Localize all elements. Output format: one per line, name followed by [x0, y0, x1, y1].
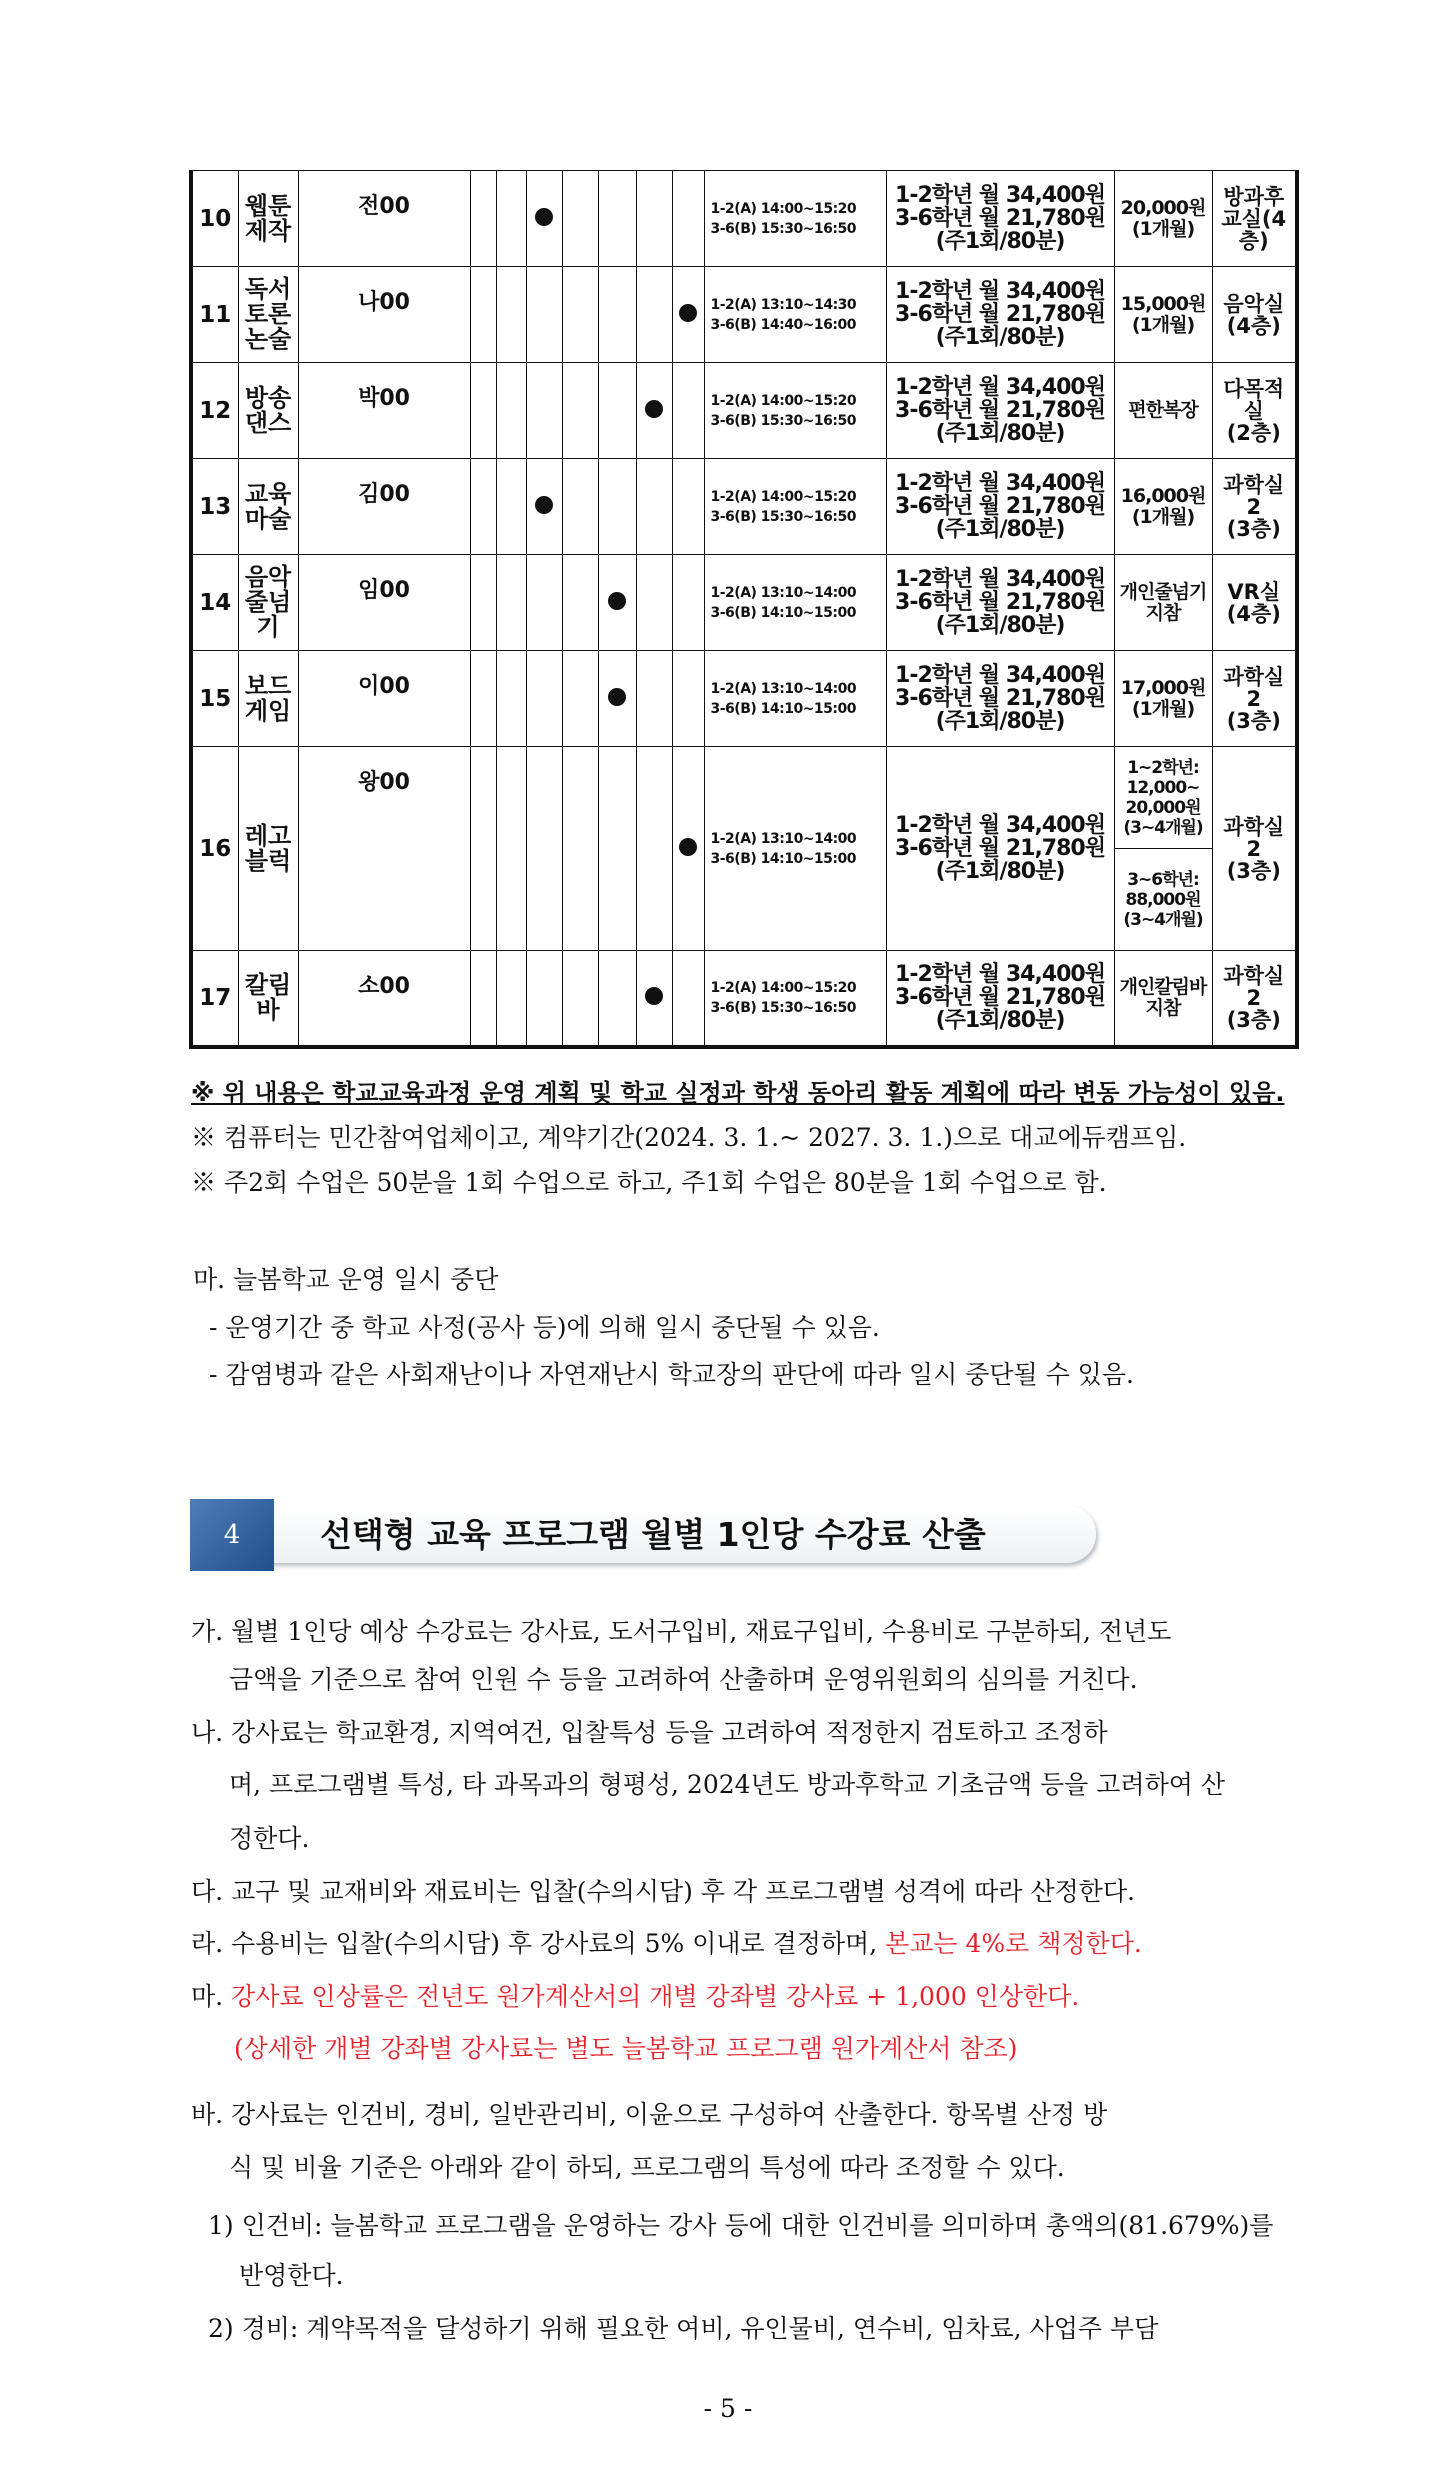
day-cell [496, 951, 526, 1047]
day-cell [672, 951, 704, 1047]
schedule-dot [535, 496, 553, 514]
para-na-line1: 나. 강사료는 학교환경, 지역여건, 입찰특성 등을 고려하여 적정한지 검토하고 조정하 [191, 1718, 1108, 1747]
cell-line: (주1회/80분) [935, 325, 1065, 350]
day-cell [470, 363, 496, 459]
cell-line: (3~4개월) [1123, 909, 1203, 930]
day-cell [562, 651, 598, 747]
day-cell [526, 747, 562, 951]
class-time [704, 651, 886, 747]
day-cell [562, 363, 598, 459]
classroom [1212, 267, 1297, 363]
cell-line: 음악실 [1223, 291, 1285, 316]
para-ga-line2: 금액을 기준으로 참여 인원 수 등을 고려하여 산출하며 운영위원회의 심의를 거친다. [229, 1665, 1138, 1694]
cell-line: (3층) [1226, 516, 1281, 541]
cell-line: 88,000원 [1125, 889, 1201, 910]
classroom [1212, 363, 1297, 459]
day-cell [636, 951, 672, 1047]
day-cell [526, 267, 562, 363]
day-cell [598, 171, 636, 267]
day-cell [672, 171, 704, 267]
cell-line: 3-6학년 월 21,780원 [895, 836, 1105, 861]
teacher-name: 소00 [298, 951, 470, 1047]
cell-line: 3-6(B) 14:10~15:00 [710, 604, 856, 621]
class-time [704, 267, 886, 363]
program-name [238, 747, 298, 951]
day-cell [562, 555, 598, 651]
cell-line: (1개월) [1131, 217, 1195, 240]
tuition-fee [886, 651, 1114, 747]
program-name [238, 363, 298, 459]
day-cell [470, 171, 496, 267]
table-row [191, 459, 1297, 555]
table-row [191, 951, 1297, 1047]
suspend-heading: 마. 늘봄학교 운영 일시 중단 [193, 1265, 499, 1294]
class-time [704, 459, 886, 555]
para-ra [191, 1924, 1142, 1960]
day-cell [562, 951, 598, 1047]
classroom [1212, 747, 1297, 951]
para-na-line3: 정한다. [229, 1824, 310, 1853]
day-cell [470, 555, 496, 651]
schedule-dot [645, 987, 663, 1005]
cell-line: 3-6(B) 14:10~15:00 [710, 700, 856, 717]
suspend-item-2: - 감염병과 같은 사회재난이나 자연재난시 학교장의 판단에 따라 일시 중단될 수 있음. [209, 1360, 1134, 1389]
cell-line: 20,000원 [1120, 196, 1206, 219]
material-fee-grade-3-6 [1114, 849, 1212, 951]
teacher-name: 왕00 [298, 747, 470, 951]
cell-line: 레고 [244, 821, 292, 850]
cell-line: (3층) [1226, 708, 1281, 733]
class-time [704, 747, 886, 951]
table-row [191, 651, 1297, 747]
table-row [191, 747, 1297, 849]
cell-line: 실 [1243, 398, 1264, 423]
section-number: 4 [223, 1520, 241, 1550]
cell-line: 2 [1246, 686, 1262, 711]
cell-line: (주1회/80분) [935, 613, 1065, 638]
cell-line: 1-2(A) 13:10~14:00 [710, 584, 857, 601]
program-name [238, 267, 298, 363]
page-number: - 5 - [703, 2394, 753, 2423]
cell-line: 교육 [244, 479, 292, 508]
cell-line: 2 [1246, 985, 1262, 1010]
cell-line: 1-2(A) 14:00~15:20 [710, 979, 857, 996]
schedule-dot [679, 838, 697, 856]
tuition-fee [886, 555, 1114, 651]
class-time [704, 555, 886, 651]
cell-line: 1~2학년: [1127, 757, 1199, 778]
day-cell [636, 267, 672, 363]
day-cell [470, 651, 496, 747]
cell-line: (주1회/80분) [935, 709, 1065, 734]
tuition-fee [886, 171, 1114, 267]
para-ga-line1: 가. 월별 1인당 예상 수강료는 강사료, 도서구입비, 재료구입비, 수용비로 구분하되, 전년도 [191, 1617, 1172, 1646]
cell-line: 3-6학년 월 21,780원 [895, 494, 1105, 519]
cell-line: 지참 [1145, 996, 1181, 1019]
day-cell [526, 171, 562, 267]
tuition-fee [886, 267, 1114, 363]
day-cell [636, 651, 672, 747]
program-name [238, 555, 298, 651]
cell-line: 개인줄넘기 [1119, 580, 1207, 603]
day-cell [598, 747, 636, 951]
cell-line: (1개월) [1131, 313, 1195, 336]
day-cell [636, 171, 672, 267]
cell-line: 3-6학년 월 21,780원 [895, 686, 1105, 711]
cell-line: 1-2학년 월 34,400원 [895, 471, 1105, 496]
cell-line: (주1회/80분) [935, 421, 1065, 446]
material-fee [1114, 651, 1212, 747]
day-cell [562, 747, 598, 951]
tuition-fee [886, 363, 1114, 459]
cell-line: VR실 [1227, 579, 1281, 604]
para-ra-highlight: 본교는 4%로 책정한다. [885, 1929, 1142, 1958]
cell-line: 교실(4 [1221, 206, 1287, 231]
cell-line: 1-2(A) 13:10~14:00 [710, 830, 857, 847]
para-da: 다. 교구 및 교재비와 재료비는 입찰(수의시담) 후 각 프로그램별 성격에 따라 산정한다. [191, 1877, 1135, 1906]
cell-line: 1-2학년 월 34,400원 [895, 279, 1105, 304]
cell-line: 3-6(B) 15:30~16:50 [710, 508, 856, 525]
teacher-name: 전00 [298, 171, 470, 267]
cell-line: 15,000원 [1120, 292, 1206, 315]
cell-line: (주1회/80분) [935, 1008, 1065, 1034]
material-fee [1114, 171, 1212, 267]
cell-line: 3-6학년 월 21,780원 [895, 206, 1105, 231]
program-name [238, 651, 298, 747]
day-cell [672, 555, 704, 651]
material-fee-grade-1-2 [1114, 747, 1212, 849]
day-cell [636, 459, 672, 555]
cell-line: 17,000원 [1120, 676, 1206, 699]
day-cell [598, 951, 636, 1047]
cell-line: 3-6학년 월 21,780원 [895, 302, 1105, 327]
day-cell [526, 555, 562, 651]
cell-line: (주1회/80분) [935, 859, 1065, 884]
cell-line: 개인칼림바 [1119, 975, 1207, 998]
day-cell [496, 363, 526, 459]
day-cell [672, 459, 704, 555]
cell-line: 제작 [244, 216, 292, 245]
note-computer-vendor: ※ 컴퓨터는 민간참여업체이고, 계약기간(2024. 3. 1.~ 2027. 3. 1.)으로 대교에듀캠프임. [191, 1123, 1187, 1152]
cell-line: 3-6(B) 14:40~16:00 [710, 316, 856, 333]
day-cell [672, 363, 704, 459]
classroom [1212, 651, 1297, 747]
note-class-duration: ※ 주2회 수업은 50분을 1회 수업으로 하고, 주1회 수업은 80분을 1회 수업으로 함. [191, 1168, 1107, 1197]
cell-line: 2 [1246, 836, 1262, 861]
day-cell [598, 267, 636, 363]
cell-line: 칼림 [244, 970, 292, 999]
section-title: 선택형 교육 프로그램 월별 1인당 수강료 산출 [320, 1515, 986, 1554]
day-cell [496, 267, 526, 363]
day-cell [470, 267, 496, 363]
program-name [238, 951, 298, 1047]
cell-line: 1-2(A) 14:00~15:20 [710, 488, 857, 505]
day-cell [496, 651, 526, 747]
teacher-name: 임00 [298, 555, 470, 651]
cell-line: 3-6(B) 15:30~16:50 [710, 999, 856, 1016]
class-time [704, 171, 886, 267]
cell-line: (4층) [1226, 601, 1281, 626]
tuition-fee [886, 951, 1114, 1047]
cell-line: 토론 [244, 300, 292, 328]
day-cell [470, 747, 496, 951]
schedule-dot [645, 400, 663, 418]
table-row [191, 267, 1297, 363]
classroom [1212, 555, 1297, 651]
table-row [191, 171, 1297, 267]
material-fee [1114, 267, 1212, 363]
tuition-fee [886, 459, 1114, 555]
classroom [1212, 951, 1297, 1047]
cell-line: 3-6학년 월 21,780원 [895, 590, 1105, 615]
cell-line: 지참 [1145, 601, 1181, 624]
day-cell [526, 459, 562, 555]
day-cell [598, 651, 636, 747]
cell-line: 블럭 [244, 846, 292, 875]
day-cell [598, 555, 636, 651]
cell-line: 1-2학년 월 34,400원 [895, 567, 1105, 592]
row-number: 13 [191, 459, 238, 555]
row-number: 11 [191, 267, 238, 363]
material-fee [1114, 459, 1212, 555]
cell-line: 줄넘 [244, 588, 292, 616]
program-name [238, 459, 298, 555]
cell-line: (4층) [1226, 313, 1281, 338]
note-variability: ※ 위 내용은 학교교육과정 운영 계획 및 학교 실정과 학생 동아리 활동 계획에 따라 변동 가능성이 있음. [191, 1079, 1285, 1107]
day-cell [496, 555, 526, 651]
material-fee [1114, 363, 1212, 459]
cell-line: (3층) [1226, 858, 1281, 883]
classroom [1212, 171, 1297, 267]
cell-line: 바 [256, 995, 280, 1024]
para-ba-line1: 바. 강사료는 인건비, 경비, 일반관리비, 이윤으로 구성하여 산출한다. 항목별 산정 방 [191, 2100, 1108, 2129]
cell-line: 다목적 [1223, 376, 1285, 401]
day-cell [470, 951, 496, 1047]
class-time [704, 951, 886, 1047]
table-row [191, 363, 1297, 459]
cell-line: 과학실 [1223, 472, 1285, 497]
cell-line: (주1회/80분) [935, 229, 1065, 254]
cell-line: 20,000원 [1125, 797, 1201, 818]
para-ra-text: 라. 수용비는 입찰(수의시담) 후 강사료의 5% 이내로 결정하며, [191, 1929, 886, 1958]
schedule-dot [608, 688, 626, 706]
teacher-name: 박00 [298, 363, 470, 459]
day-cell [672, 651, 704, 747]
material-fee [1114, 555, 1212, 651]
teacher-name: 김00 [298, 459, 470, 555]
cell-line: 독서 [244, 275, 292, 303]
day-cell [562, 171, 598, 267]
cell-line: 3-6(B) 15:30~16:50 [710, 220, 856, 237]
para-na-line2: 며, 프로그램별 특성, 타 과목과의 형평성, 2024년도 방과후학교 기초금액 등을 고려하여 산 [229, 1770, 1225, 1799]
cell-line: 방송 [244, 383, 292, 412]
cell-line: 게임 [244, 696, 292, 725]
row-number: 16 [191, 747, 238, 951]
cell-line: 3-6학년 월 21,780원 [895, 398, 1105, 423]
schedule-dot [679, 304, 697, 322]
row-number: 17 [191, 951, 238, 1047]
schedule-dot [608, 592, 626, 610]
material-fee [1114, 951, 1212, 1047]
cell-line: 1-2학년 월 34,400원 [895, 962, 1105, 988]
cell-line: 1-2(A) 13:10~14:00 [710, 680, 857, 697]
tuition-fee [886, 747, 1114, 951]
suspend-item-1: - 운영기간 중 학교 사정(공사 등)에 의해 일시 중단될 수 있음. [209, 1313, 880, 1342]
day-cell [496, 171, 526, 267]
cell-line: 1-2학년 월 34,400원 [895, 375, 1105, 400]
cell-line: 1-2학년 월 34,400원 [895, 813, 1105, 838]
cell-line: 과학실 [1223, 664, 1285, 689]
row-number: 15 [191, 651, 238, 747]
sub-item-1-line2: 반영한다. [239, 2261, 344, 2290]
day-cell [636, 747, 672, 951]
cell-line: 3-6학년 월 21,780원 [895, 985, 1105, 1011]
row-number: 12 [191, 363, 238, 459]
cell-line: 3-6(B) 15:30~16:50 [710, 412, 856, 429]
para-ma-label: 마. [191, 1982, 232, 2011]
day-cell [562, 267, 598, 363]
program-table [189, 170, 1299, 1049]
cell-line: 1-2(A) 13:10~14:30 [710, 296, 857, 313]
day-cell [526, 951, 562, 1047]
cell-line: 층) [1238, 228, 1269, 253]
day-cell [672, 267, 704, 363]
cell-line: 마술 [244, 504, 292, 533]
cell-line: (주1회/80분) [935, 517, 1065, 542]
cell-line: 1-2(A) 14:00~15:20 [710, 200, 857, 217]
cell-line: (2층) [1226, 420, 1281, 445]
row-number: 14 [191, 555, 238, 651]
teacher-name: 나00 [298, 267, 470, 363]
cell-line: 기 [256, 613, 280, 641]
cell-line: 1-2학년 월 34,400원 [895, 183, 1105, 208]
cell-line: (3층) [1226, 1007, 1281, 1032]
cell-line: 논술 [244, 325, 292, 353]
day-cell [496, 459, 526, 555]
day-cell [636, 555, 672, 651]
cell-line: 웹툰 [244, 191, 292, 220]
cell-line: (3~4개월) [1123, 817, 1203, 838]
schedule-dot [535, 208, 553, 226]
teacher-name: 이00 [298, 651, 470, 747]
sub-item-1-line1: 1) 인건비: 늘봄학교 프로그램을 운영하는 강사 등에 대한 인건비를 의미하며 총액의(81.679%)를 [208, 2211, 1274, 2240]
row-number: 10 [191, 171, 238, 267]
section-header [190, 1499, 1100, 1571]
cell-line: 과학실 [1223, 814, 1285, 839]
day-cell [562, 459, 598, 555]
day-cell [598, 363, 636, 459]
cell-line: 3~6학년: [1127, 869, 1199, 890]
day-cell [636, 363, 672, 459]
para-ma-detail: (상세한 개별 강좌별 강사료는 별도 늘봄학교 프로그램 원가계산서 참조) [234, 2034, 1018, 2063]
cell-line: 2 [1246, 494, 1262, 519]
classroom [1212, 459, 1297, 555]
cell-line: 1-2학년 월 34,400원 [895, 663, 1105, 688]
cell-line: 1-2(A) 14:00~15:20 [710, 392, 857, 409]
para-ba-line2: 식 및 비율 기준은 아래와 같이 하되, 프로그램의 특성에 따라 조정할 수 있다. [229, 2153, 1065, 2182]
table-row [191, 555, 1297, 651]
cell-line: 음악 [244, 563, 292, 591]
cell-line: 16,000원 [1120, 484, 1206, 507]
day-cell [672, 747, 704, 951]
cell-line: (1개월) [1131, 697, 1195, 720]
day-cell [598, 459, 636, 555]
cell-line: 3-6(B) 14:10~15:00 [710, 850, 856, 867]
sub-item-2: 2) 경비: 계약목적을 달성하기 위해 필요한 여비, 유인물비, 연수비, 임차료, 사업주 부담 [208, 2314, 1159, 2343]
class-time [704, 363, 886, 459]
day-cell [470, 459, 496, 555]
cell-line: 보드 [244, 671, 292, 700]
cell-line: 편한복장 [1128, 399, 1198, 421]
day-cell [526, 651, 562, 747]
cell-line: (1개월) [1131, 505, 1195, 528]
para-ma-highlight: 강사료 인상률은 전년도 원가계산서의 개별 강좌별 강사료 + 1,000 인상한다. [231, 1982, 1080, 2011]
day-cell [526, 363, 562, 459]
day-cell [496, 747, 526, 951]
cell-line: 12,000~ [1126, 777, 1200, 798]
para-ma [191, 1977, 1079, 2013]
cell-line: 댄스 [244, 408, 292, 437]
program-name [238, 171, 298, 267]
cell-line: 과학실 [1223, 963, 1285, 988]
cell-line: 방과후 [1223, 184, 1285, 209]
